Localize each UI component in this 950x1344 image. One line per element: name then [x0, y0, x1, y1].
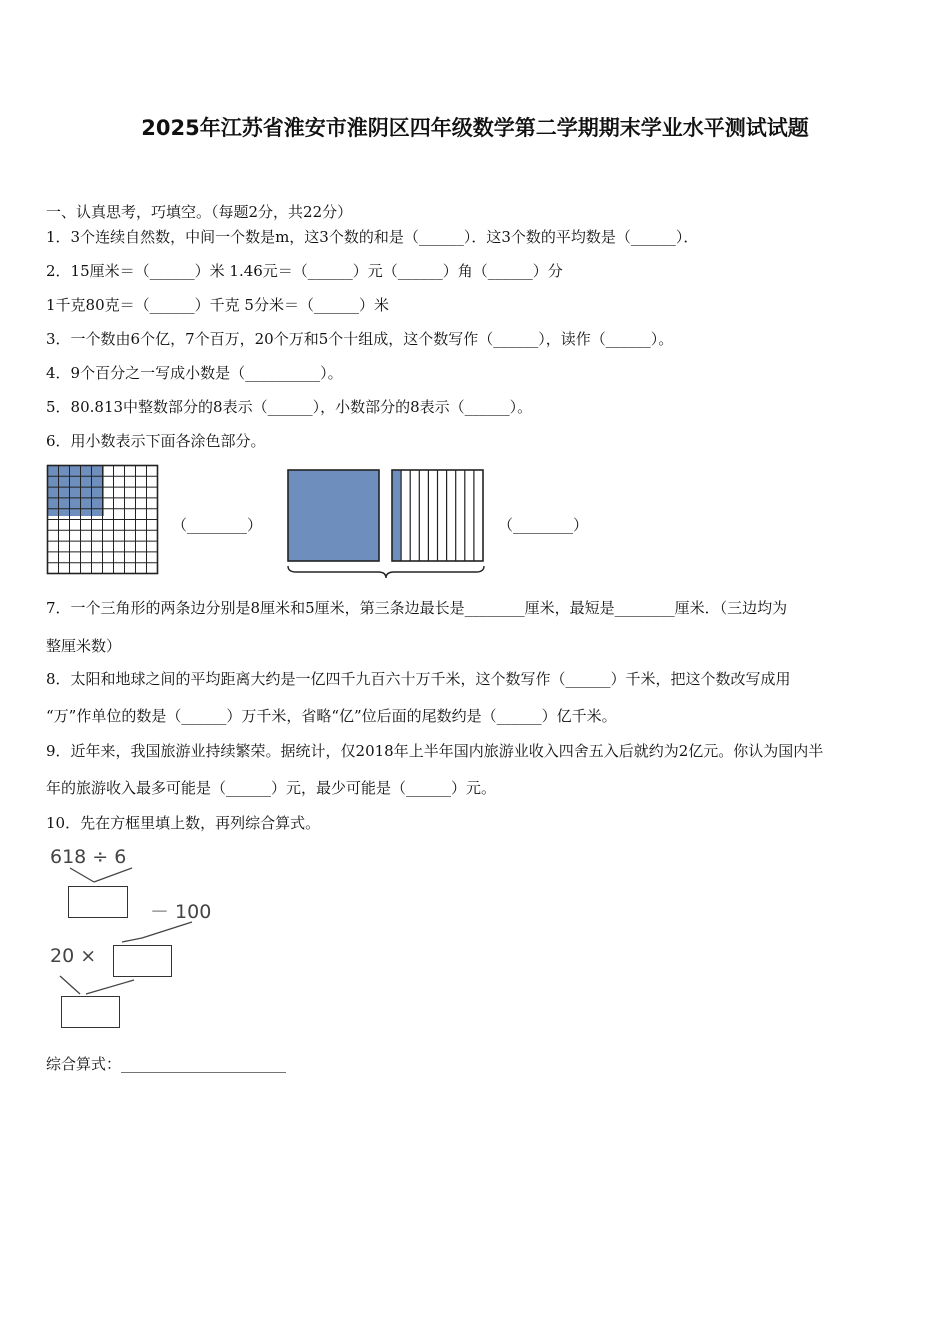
question-1: 1．3个连续自然数，中间一个数是m，这3个数的和是（______）．这3个数的平均数是（______）．: [46, 228, 699, 246]
question-6-blank-2: （________）: [498, 516, 589, 534]
answer-box-1[interactable]: [68, 886, 128, 918]
full-shaded-square: [288, 470, 379, 561]
question-5: 5．80.813中整数部分的8表示（______），小数部分的8表示（______）。: [46, 398, 533, 416]
question-7-line-2: 整厘米数）: [46, 637, 122, 655]
question-2-line-1: 2．15厘米＝（______）米 1.46元＝（______）元（______）角（______）分: [46, 262, 563, 280]
question-3: 3．一个数由6个亿，7个百万，20个万和5个十组成，这个数写作（______），读作（______）。: [46, 330, 674, 348]
brace: [288, 566, 484, 578]
shaded-strip: [392, 470, 401, 561]
question-7-line-1: 7．一个三角形的两条边分别是8厘米和5厘米，第三条边最长是________厘米，最短是________厘米．（三边均为: [46, 599, 788, 617]
combined-expression-answer: 综合算式：______________________: [46, 1055, 287, 1073]
question-4: 4．9个百分之一写成小数是（__________）。: [46, 364, 343, 382]
square-and-strips-figure: [284, 466, 488, 580]
tree-subtract-expression: － 100: [150, 901, 212, 923]
tree-top-expression: 618 ÷ 6: [50, 846, 127, 868]
question-9-line-2: 年的旅游收入最多可能是（______）元，最少可能是（______）元。: [46, 779, 497, 797]
page-title: 2025年江苏省淮安市淮阴区四年级数学第二学期期末学业水平测试试题: [141, 116, 809, 140]
question-2-line-2: 1千克80克＝（______）千克 5分米＝（______）米: [46, 296, 389, 314]
answer-box-3[interactable]: [61, 996, 120, 1028]
question-8-line-1: 8．太阳和地球之间的平均距离大约是一亿四千九百六十万千米，这个数写作（______）千米，把这个数改写成用: [46, 670, 791, 688]
question-9-line-1: 9．近年来，我国旅游业持续繁荣。据统计，仅2018年上半年国内旅游业收入四舍五入后就约为2亿元。你认为国内半: [46, 742, 824, 760]
question-6-blank-1: （________）: [172, 516, 263, 534]
question-10: 10．先在方框里填上数，再列综合算式。: [46, 814, 321, 832]
section-heading: 一、认真思考，巧填空。（每题2分，共22分）: [46, 203, 353, 221]
question-8-line-2: “万”作单位的数是（______）万千米，省略“亿”位后面的尾数约是（______）亿千米。: [46, 707, 617, 725]
answer-box-2[interactable]: [113, 945, 172, 977]
hundred-grid-figure: [46, 464, 160, 576]
question-6: 6．用小数表示下面各涂色部分。: [46, 432, 266, 450]
tree-multiply-expression: 20 ×: [50, 945, 97, 967]
